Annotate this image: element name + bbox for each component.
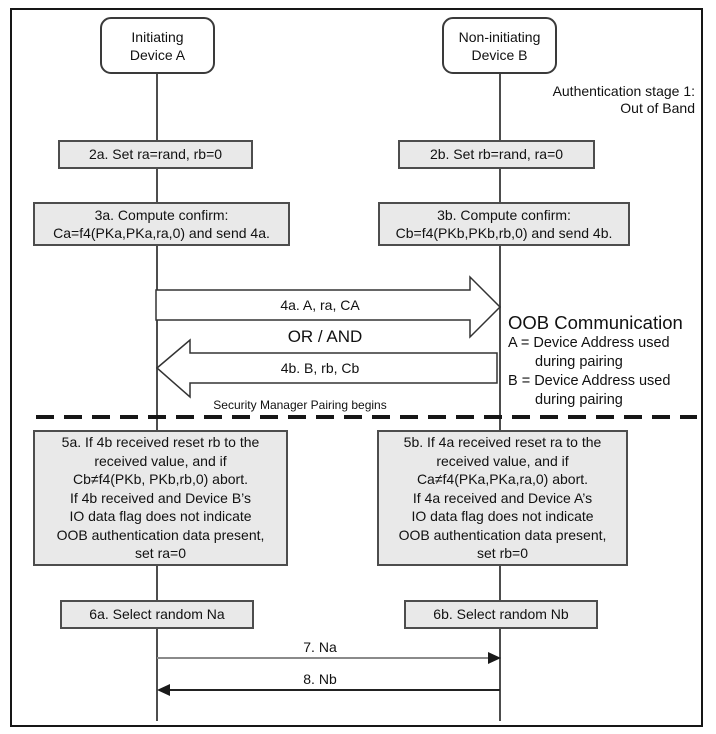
stage-annotation-line1: Authentication stage 1: xyxy=(552,83,695,99)
step-5a-line5: IO data flag does not indicate xyxy=(69,508,252,525)
step-box-2b xyxy=(398,140,595,169)
step-box-6b xyxy=(404,600,598,629)
step-5b-line6: OOB authentication data present, xyxy=(398,526,607,543)
arrowhead-right-icon xyxy=(488,652,501,664)
step-6a-label: 6a. Select random Na xyxy=(89,606,225,623)
message-label-4a: 4a. A, ra, CA xyxy=(280,297,360,313)
actor-box-device-a xyxy=(100,17,215,74)
oob-note-title: OOB Communication xyxy=(508,312,683,333)
pairing-begins-label: Security Manager Pairing begins xyxy=(213,398,387,412)
step-box-2a xyxy=(58,140,253,169)
step-5a-line4: If 4b received and Device B’s xyxy=(69,489,252,506)
message-label-7: 7. Na xyxy=(303,639,337,655)
step-5b-line3: Ca≠f4(PKa,PKa,ra,0) abort. xyxy=(416,471,589,488)
step-5a-line2: received value, and if xyxy=(94,452,227,469)
step-5b-line1: 5b. If 4a received reset ra to the xyxy=(403,434,602,451)
step-box-6a xyxy=(60,600,254,629)
oob-note-line-a: A = Device Address used xyxy=(508,335,670,351)
step-2b-label: 2b. Set rb=rand, ra=0 xyxy=(429,146,564,163)
step-5b-line4: If 4a received and Device A’s xyxy=(412,489,593,506)
actor-device-b-line1: Non-initiating xyxy=(458,28,541,45)
oob-note-line-a2: during pairing xyxy=(535,354,623,370)
actor-device-a-line2: Device A xyxy=(129,46,186,63)
oob-communication-note xyxy=(508,312,700,410)
actor-device-a-line1: Initiating xyxy=(131,28,184,45)
step-box-3b xyxy=(378,202,630,246)
step-3b-line1: 3b. Compute confirm: xyxy=(437,206,571,223)
oob-note-line-b: B = Device Address used xyxy=(508,373,671,389)
step-3a-line1: 3a. Compute confirm: xyxy=(94,206,229,223)
step-5b-line7: set rb=0 xyxy=(477,545,528,562)
stage-annotation-line2: Out of Band xyxy=(620,100,695,116)
message-label-4b: 4b. B, rb, Cb xyxy=(280,360,360,376)
step-3b-line2: Cb=f4(PKb,PKb,rb,0) and send 4b. xyxy=(395,225,613,241)
step-box-5b xyxy=(377,430,628,566)
step-5a-line7: set ra=0 xyxy=(135,545,186,562)
step-5a-line1: 5a. If 4b received reset rb to the xyxy=(61,434,260,451)
step-3a-line2: Ca=f4(PKa,PKa,ra,0) and send 4a. xyxy=(53,225,270,241)
step-5b-line2: received value, and if xyxy=(436,452,569,469)
step-6b-label: 6b. Select random Nb xyxy=(433,606,569,623)
step-5b-line5: IO data flag does not indicate xyxy=(411,508,594,525)
step-5a-line6: OOB authentication data present, xyxy=(56,526,265,543)
step-2a-label: 2a. Set ra=rand, rb=0 xyxy=(88,146,223,163)
message-label-8: 8. Nb xyxy=(303,671,337,687)
step-5a-line3: Cb≠f4(PKb, PKb,rb,0) abort. xyxy=(73,471,248,488)
or-and-label: OR / AND xyxy=(287,327,363,346)
oob-note-line-b2: during pairing xyxy=(535,392,623,408)
arrowhead-left-icon xyxy=(157,684,170,696)
actor-box-device-b xyxy=(442,17,557,74)
actor-device-b-line2: Device B xyxy=(471,46,528,63)
step-box-3a xyxy=(33,202,290,246)
step-box-5a xyxy=(33,430,288,566)
